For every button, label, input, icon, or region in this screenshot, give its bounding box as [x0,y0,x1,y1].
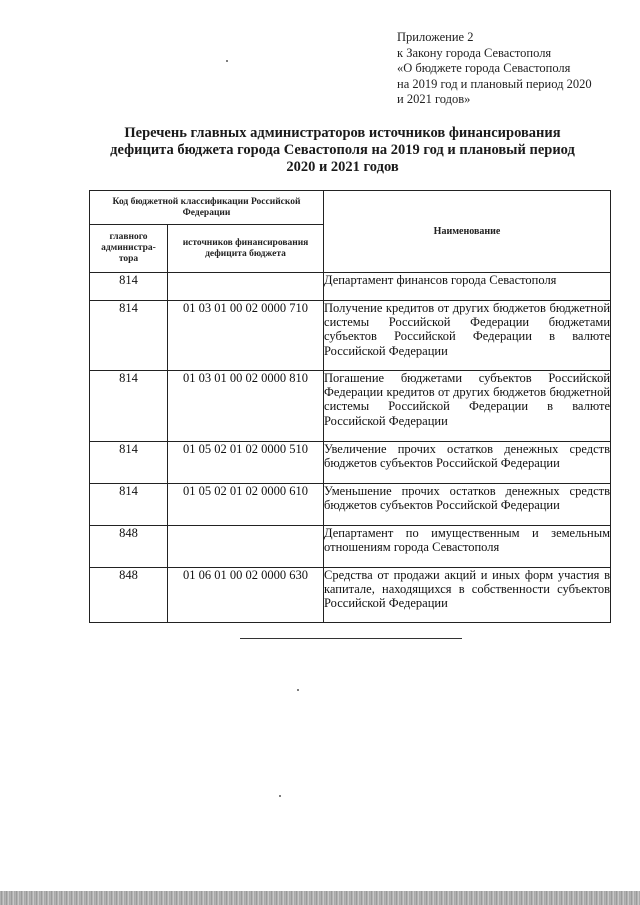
cell-source-code: 01 05 02 01 02 0000 610 [168,484,324,526]
appendix-line: и 2021 годов» [397,92,471,106]
table-row [90,484,611,526]
title-line: 2020 и 2021 годов [286,159,399,175]
cell-admin-code: 814 [90,371,168,442]
cell-name: Средства от продажи акций и иных форм участия в капитале, находящихся в собственности субъектов Российской Федерации [324,568,611,623]
table-row [90,442,611,484]
cell-name: Уменьшение прочих остатков денежных средств бюджетов субъектов Российской Федерации [324,484,611,526]
title-line: дефицита бюджета города Севастополя на 2019 год и плановый период [110,142,575,158]
appendix-note [397,30,632,108]
header-row-group [90,191,611,225]
cell-source-code: 01 06 01 00 02 0000 630 [168,568,324,623]
cell-name: Получение кредитов от других бюджетов бюджетной системы Российской Федерации бюджетами субъектов Российской Федерации в валюте Российской Федерации [324,301,611,371]
cell-name: Увеличение прочих остатков денежных средств бюджетов субъектов Российской Федерации [324,442,611,484]
cell-source-code [168,273,324,301]
cell-source-code: 01 05 02 01 02 0000 510 [168,442,324,484]
cell-admin-code: 848 [90,526,168,568]
table-row [90,526,611,568]
header-main-admin: главного администра-тора [90,225,168,273]
table-row [90,371,611,442]
cell-admin-code: 814 [90,273,168,301]
scan-speck [279,795,281,797]
scan-edge-noise [0,891,640,905]
cell-source-code: 01 03 01 00 02 0000 810 [168,371,324,442]
header-sources: источников финансирования дефицита бюджета [168,225,324,273]
appendix-line: Приложение 2 [397,30,474,44]
table-row [90,301,611,371]
administrators-table [89,190,611,623]
cell-source-code: 01 03 01 00 02 0000 710 [168,301,324,371]
appendix-line: на 2019 год и плановый период 2020 [397,76,592,91]
cell-admin-code: 848 [90,568,168,623]
closing-rule [240,638,462,639]
cell-source-code [168,526,324,568]
header-name: Наименование [324,191,611,273]
cell-admin-code: 814 [90,442,168,484]
document-title [70,125,615,176]
cell-admin-code: 814 [90,484,168,526]
cell-name: Погашение бюджетами субъектов Российской Федерации кредитов от других бюджетов бюджетной системы Российской Федерации в валюте Российской Федерации [324,371,611,442]
cell-name: Департамент по имущественным и земельным отношениям города Севастополя [324,526,611,568]
header-budget-code: Код бюджетной классификации Российской Федерации [90,191,324,225]
scan-speck [297,689,299,691]
cell-admin-code: 814 [90,301,168,371]
table-row [90,568,611,623]
scan-speck [226,60,228,62]
cell-name: Департамент финансов города Севастополя [324,273,611,301]
appendix-line: к Закону города Севастополя [397,45,552,60]
table-row [90,273,611,301]
title-line: Перечень главных администраторов источников финансирования [124,125,561,141]
appendix-line: «О бюджете города Севастополя [397,61,571,75]
